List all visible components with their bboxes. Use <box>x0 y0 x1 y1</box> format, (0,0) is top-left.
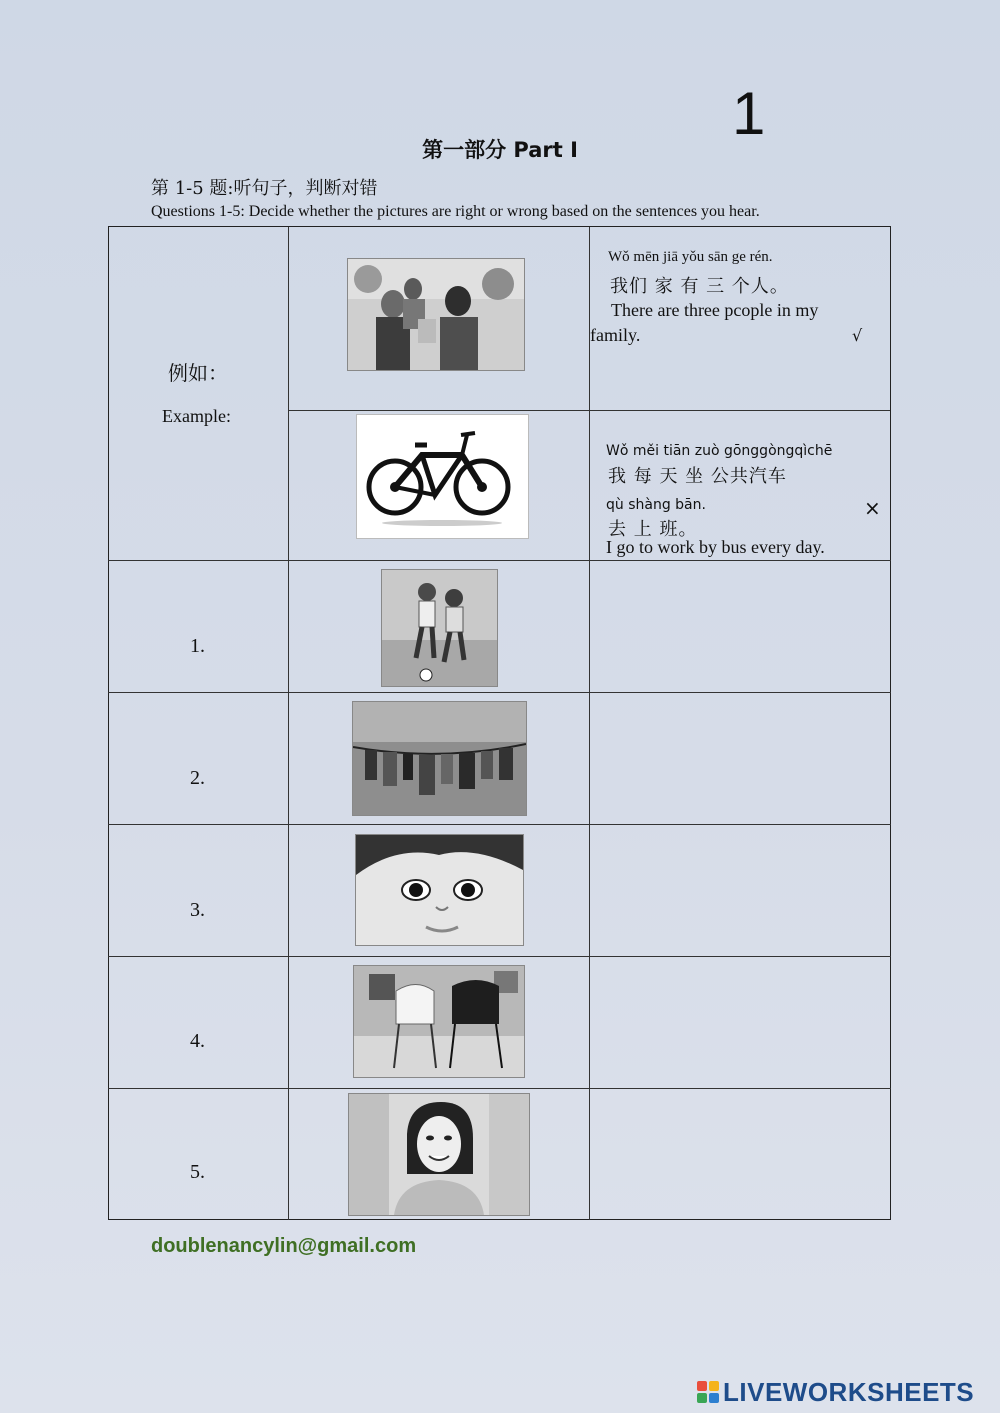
woman-picture <box>348 1093 530 1216</box>
example-1-english-line2: family. <box>590 325 641 345</box>
laundry-picture <box>352 701 527 816</box>
check-mark-icon: √ <box>852 326 863 345</box>
example-1-hanzi: 我们 家 有 三 个人。 <box>610 276 789 297</box>
example-label-english: Example: <box>162 406 231 426</box>
question-4-number: 4. <box>190 1030 205 1052</box>
example-2-hanzi-line2: 去 上 班。 <box>608 519 698 540</box>
example-2-pinyin-line2: qù shàng bān. <box>606 497 706 513</box>
example-2-english: I go to work by bus every day. <box>606 537 825 557</box>
liveworksheets-logo[interactable] <box>697 1378 974 1406</box>
family-photo <box>347 258 525 371</box>
cross-mark-icon: × <box>864 496 881 520</box>
chairs-picture <box>353 965 525 1078</box>
part-title: 第一部分 Part I <box>422 138 578 162</box>
children-soccer-picture <box>381 569 498 687</box>
liveworksheets-logo-icon <box>697 1381 719 1403</box>
question-5-number: 5. <box>190 1161 205 1183</box>
table-divider <box>288 227 289 1220</box>
example-1-english-line1: There are three pcople in my <box>611 300 819 320</box>
instruction-english: Questions 1-5: Decide whether the pictures are right or wrong based on the sentences you hear. <box>151 203 760 220</box>
table-divider <box>288 410 890 411</box>
table-divider <box>108 560 891 561</box>
table-divider <box>108 692 891 693</box>
table-divider <box>108 956 891 957</box>
question-1-number: 1. <box>190 635 205 657</box>
example-1-pinyin: Wǒ mēn jiā yǒu sān ge rén. <box>608 249 773 265</box>
table-divider <box>589 227 590 1220</box>
example-label-chinese: 例如： <box>168 361 228 385</box>
page-number: 1 <box>732 80 766 147</box>
author-email[interactable]: doublenancylin@gmail.com <box>151 1235 417 1257</box>
example-2-pinyin-line1: Wǒ měi tiān zuò gōnggòngqìchē <box>606 443 833 459</box>
example-2-hanzi-line1: 我 每 天 坐 公共汽车 <box>608 466 787 487</box>
question-2-number: 2. <box>190 767 205 789</box>
table-divider <box>108 1088 891 1089</box>
instruction-chinese: 第 1-5 题:听句子，判断对错 <box>151 178 378 199</box>
bicycle-picture <box>356 414 529 539</box>
child-face-picture <box>355 834 524 946</box>
brand-name: LIVEWORKSHEETS <box>723 1376 975 1407</box>
question-3-number: 3. <box>190 899 205 921</box>
table-divider <box>108 824 891 825</box>
